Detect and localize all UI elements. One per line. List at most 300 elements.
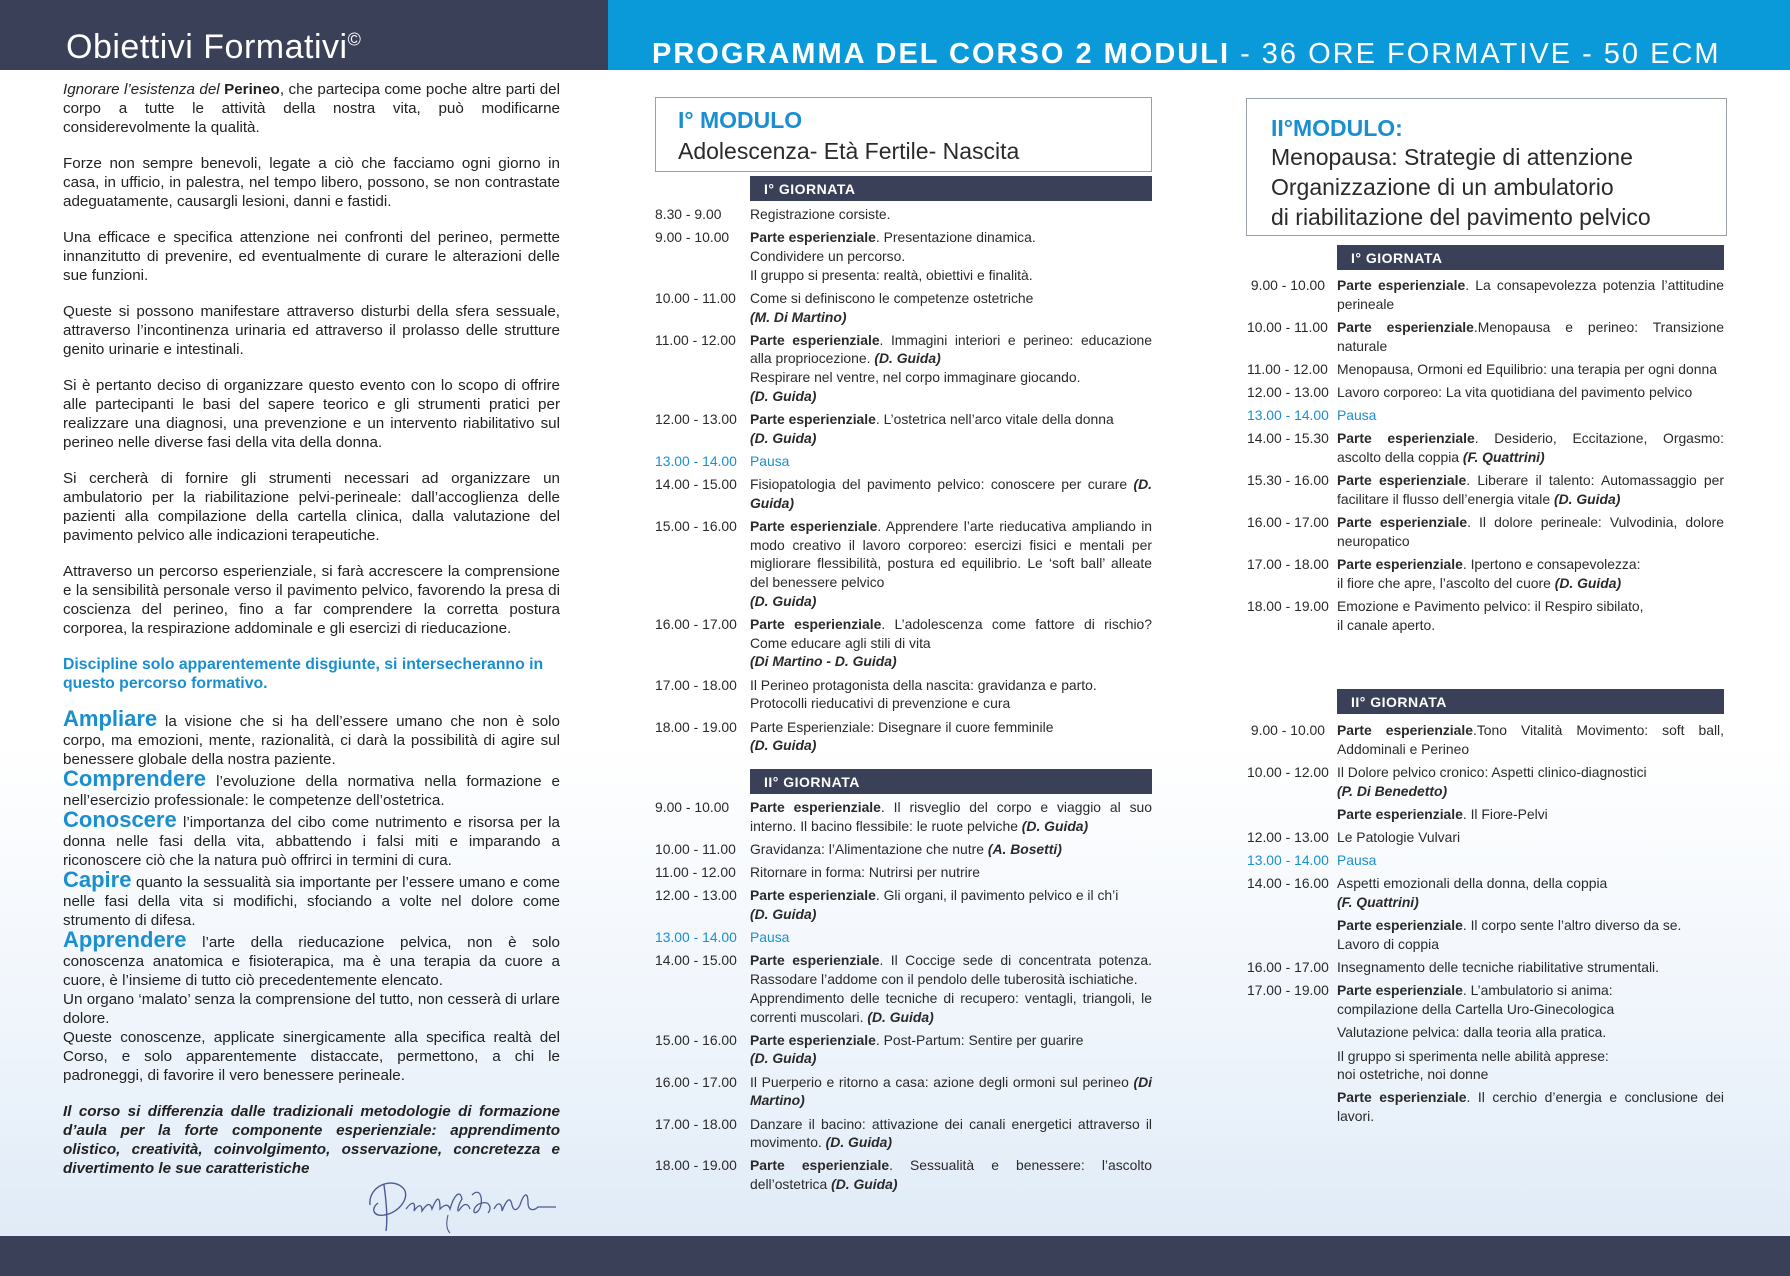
schedule-description [1337,1047,1724,1084]
intro-paragraph [63,80,560,137]
schedule-line [750,928,1152,947]
activity-text: Come si definiscono le competenze ostetriche [750,289,1034,306]
schedule-line [1337,513,1724,550]
schedule-line [1337,828,1724,847]
activity-text: Le Patologie Vulvari [1337,829,1461,846]
schedule-line [1337,616,1724,635]
activity-type: Parte esperienziale [750,518,878,535]
schedule-time: 11.00 - 12.00 [655,864,736,881]
objectives-text-column [63,80,560,1195]
schedule-line [1337,1023,1724,1042]
schedule-line [1337,1047,1724,1066]
activity-type: Parte esperienziale [1337,556,1463,573]
module2-subtitle-3: di riabilitazione del pavimento pelvico [1271,204,1651,230]
activity-type: Parte esperienziale [750,887,876,904]
speaker-name: (D. Guida) [750,476,1152,511]
schedule-line [750,1049,1152,1068]
speaker-name: (D. Guida) [750,429,817,446]
speaker-name: (Di Martino) [750,1073,1152,1109]
schedule-row [1247,1023,1724,1042]
schedule-time: 9.00 - 10.00 [655,799,730,815]
module1-day1-bar: I° GIORNATA [750,176,1152,201]
schedule-description [1337,471,1724,508]
schedule-row [655,475,1152,512]
schedule-description [750,205,1152,224]
schedule-row [1247,763,1724,800]
activity-text: Lavoro di coppia [1337,936,1439,953]
schedule-line [750,676,1152,695]
schedule-line [750,798,1152,835]
schedule-time: 17.00 - 19.00 [1247,982,1329,999]
schedule-row [655,951,1152,1026]
schedule-line [750,308,1152,327]
activity-text: Pausa [750,929,790,946]
module1-day2-schedule [655,798,1152,1198]
schedule-time [1247,1047,1337,1084]
schedule-description [1337,958,1724,977]
schedule-description [750,228,1152,284]
speaker-name: (D. Guida) [750,592,817,609]
verb-word: Conoscere [63,807,177,832]
schedule-description [1337,874,1724,911]
activity-text: Registrazione corsiste. [750,206,891,222]
schedule-row [1247,721,1724,758]
activity-type: Parte esperienziale [750,952,880,969]
paragraph-knowledge: Queste conoscenze, applicate sinergicamente alla specifica realtà del Corso, e solo apparentemente distaccate, permettono, a chi le padroneggi, di favorire il vero benessere perineale. [63,1029,560,1084]
program-title-main: PROGRAMMA DEL CORSO 2 MODULI [652,38,1231,70]
speaker-name: (M. Di Martino) [750,308,847,325]
schedule-line [750,736,1152,755]
schedule-row [1247,874,1724,911]
schedule-row [655,615,1152,671]
schedule-time: 14.00 - 16.00 [1247,875,1329,892]
activity-type: Parte esperienziale [1337,805,1463,822]
schedule-time: 17.00 - 18.00 [1247,556,1329,573]
signature-image [360,1165,565,1235]
schedule-time: 10.00 - 12.00 [1247,763,1329,780]
schedule-description [1337,429,1724,466]
schedule-row [1247,916,1724,953]
schedule-row [655,928,1152,947]
activity-type: Parte esperienziale [1337,917,1463,934]
schedule-line [750,266,1152,285]
speaker-name: (D. Guida) [750,906,817,923]
module1-heading: I° MODULO [678,107,803,133]
verb-paragraph [63,706,560,769]
schedule-line [1337,782,1724,801]
verb-word: Apprendere [63,927,187,952]
schedule-time: 11.00 - 12.00 [1247,360,1328,377]
activity-text: Pausa [1337,407,1377,424]
activity-text: . Il cerchio d’energia e conclusione dei lavori. [1337,1089,1725,1125]
schedule-row [1247,318,1724,355]
activity-type: Parte esperienziale [1337,722,1473,738]
schedule-row [655,452,1152,471]
schedule-line [1337,893,1724,912]
schedule-time: 10.00 - 11.00 [1247,318,1328,335]
module2-day2-schedule [1247,721,1724,1130]
schedule-description [750,1073,1152,1110]
schedule-row [1247,851,1724,870]
schedule-time: 13.00 - 14.00 [655,929,737,946]
schedule-line [750,205,1152,224]
schedule-row [655,228,1152,284]
schedule-description [1337,721,1724,758]
schedule-row [655,1073,1152,1110]
schedule-line [750,475,1152,512]
activity-text: Danzare il bacino: attivazione dei canali energetici attraverso il movimento. [750,1115,1152,1151]
schedule-description [750,410,1152,447]
activity-text: . L’ambulatorio si anima: [1462,982,1613,999]
activity-type: Parte esperienziale [1337,514,1468,531]
schedule-time: 13.00 - 14.00 [1247,852,1329,869]
module1-day1-schedule [655,205,1152,759]
schedule-line [1337,981,1724,1000]
schedule-description [750,475,1152,512]
schedule-time: 16.00 - 17.00 [655,616,737,633]
schedule-time: 18.00 - 19.00 [655,718,737,735]
activity-text: . La consapevolezza potenzia l’attitudine perineale [1337,277,1724,312]
schedule-row [655,1115,1152,1152]
activity-text: . Il dolore perineale: Vulvodinia, dolore neuropatico [1337,514,1725,549]
schedule-row [1247,383,1724,402]
module1-day2-bar: II° GIORNATA [750,769,1152,794]
schedule-line [1337,383,1724,402]
schedule-line [750,517,1152,592]
schedule-line [750,410,1152,429]
activity-text: Insegnamento delle tecniche riabilitative strumentali. [1337,959,1659,976]
verb-text: l’importanza del cibo come nutrimento e risorsa per la donna nelle fasi della vita, abbattendo i falsi miti e imparando a riconoscere ciò che la natura può offrirci in termini di cura. [63,814,560,869]
speaker-name: (F. Quattrini) [1337,894,1419,911]
schedule-line [750,331,1152,368]
activity-type: Parte esperienziale [750,229,876,246]
speaker-name: (D. Guida) [825,1134,893,1151]
module2-heading: II°MODULO: [1271,115,1403,141]
schedule-line [1337,1088,1724,1125]
schedule-time [1247,916,1337,953]
module2-day1-bar: I° GIORNATA [1337,245,1724,270]
schedule-line [750,652,1152,671]
schedule-row [1247,597,1724,634]
activity-text: Pausa [750,452,790,469]
schedule-time: 13.00 - 14.00 [1247,407,1329,424]
disciplines-heading: Discipline solo apparentemente disgiunte, si intersecheranno in questo percorso formativo. [63,656,544,692]
activity-type: Parte esperienziale [750,1157,890,1174]
schedule-line [1337,360,1724,379]
schedule-row [1247,958,1724,977]
activity-text: Parte Esperienziale: Disegnare il cuore femminile [750,718,1054,735]
schedule-row [655,718,1152,755]
schedule-line [750,1156,1152,1193]
footer-bar [0,1236,1790,1276]
activity-type: Parte esperienziale [1337,318,1474,335]
schedule-time: 16.00 - 17.00 [1247,959,1329,976]
module2-subtitle-1: Menopausa: Strategie di attenzione [1271,144,1633,170]
activity-text: .Menopausa e perineo: Transizione naturale [1337,318,1724,354]
schedule-description [1337,597,1724,634]
schedule-row [655,863,1152,882]
intro-bold-perineo: Perineo [224,81,280,98]
schedule-line [1337,874,1724,893]
schedule-description [750,951,1152,1026]
program-title [652,38,1721,71]
schedule-description [750,840,1152,859]
speaker-name: (D. Guida) [1554,574,1622,591]
schedule-time: 9.00 - 10.00 [1250,722,1325,738]
schedule-line [750,429,1152,448]
schedule-time: 9.00 - 10.00 [655,229,730,246]
schedule-time: 14.00 - 15.30 [1247,430,1329,447]
activity-text: Lavoro corporeo: La vita quotidiana del pavimento pelvico [1337,384,1693,401]
activity-text: Condividere un percorso. [750,247,906,264]
activity-text: . Ipertono e consapevolezza: [1462,556,1641,573]
activity-text: il fiore che apre, l’ascolto del cuore [1337,574,1555,591]
schedule-line [750,905,1152,924]
activity-text: Valutazione pelvica: dalla teoria alla pratica. [1337,1024,1607,1041]
copyright-mark: © [347,29,362,50]
module1-title-box [655,97,1152,172]
schedule-description [1337,555,1724,592]
speaker-name: (D. Guida) [874,350,941,367]
activity-type: Parte esperienziale [1337,472,1467,489]
activity-text: . Sessualità e benessere: l’ascolto dell’ostetrica [750,1157,1153,1193]
activity-type: Parte esperienziale [1337,430,1475,447]
schedule-row [655,676,1152,713]
schedule-time: 16.00 - 17.00 [655,1073,737,1090]
activity-text: Il Dolore pelvico cronico: Aspetti clinico-diagnostici [1337,763,1647,780]
schedule-time: 15.30 - 16.00 [1247,472,1329,489]
schedule-description [750,798,1152,835]
verb-paragraph [63,867,560,930]
schedule-time: 17.00 - 18.00 [655,676,737,693]
schedule-row [1247,981,1724,1018]
schedule-time: 9.00 - 10.00 [1250,277,1325,293]
schedule-row [655,205,1152,224]
schedule-row [1247,429,1724,466]
activity-type: Parte esperienziale [1337,1089,1467,1106]
schedule-row [655,1031,1152,1068]
activity-type: Parte esperienziale [1337,277,1466,293]
schedule-line [1337,851,1724,870]
module1-subtitle: Adolescenza- Età Fertile- Nascita [678,138,1020,164]
schedule-row [655,289,1152,326]
activity-text: Respirare nel ventre, nel corpo immaginare giocando. [750,369,1081,386]
verb-text: l’arte della rieducazione pelvica, non è solo conoscenza anatomica e fisioterapica, ma è una terapia da cuore a cuore, è l’insieme di tutto ciò precedentemente elencato. [63,934,560,989]
objectives-title-text: Obiettivi Formativi [66,28,348,66]
schedule-time: 14.00 - 15.00 [655,476,737,493]
schedule-line [1337,555,1724,574]
activity-text: Menopausa, Ormoni ed Equilibrio: una terapia per ogni donna [1337,360,1717,377]
schedule-row [1247,360,1724,379]
schedule-line [750,387,1152,406]
schedule-line [750,289,1152,308]
schedule-line [750,1073,1152,1110]
activity-text: Pausa [1337,852,1377,869]
schedule-description [1337,360,1724,379]
schedule-line [750,228,1152,247]
schedule-description [1337,406,1724,425]
verb-word: Capire [63,867,132,892]
speaker-name: (F. Quattrini) [1462,449,1545,466]
verbs-list [63,706,560,990]
activity-type: Parte esperienziale [1337,982,1463,999]
schedule-row [1247,276,1724,313]
schedule-description [750,517,1152,611]
schedule-description [1337,383,1724,402]
schedule-line [750,863,1152,882]
module2-subtitle-2: Organizzazione di un ambulatorio [1271,174,1614,200]
schedule-row [1247,828,1724,847]
paragraph-forces: Forze non sempre benevoli, legate a ciò che facciamo ogni giorno in casa, in ufficio, in palestra, nel tempo libero, possono, se non contrastate adeguatamente, causargli lesioni, danni e fastidi. [63,155,560,210]
schedule-time: 11.00 - 12.00 [655,331,736,348]
activity-text: Il Perineo protagonista della nascita: gravidanza e parto. [750,676,1097,693]
activity-text: . Immagini interiori e perineo: educazione alla propriocezione. [750,331,1152,367]
schedule-line [750,886,1152,905]
speaker-name: (D. Guida) [1553,491,1621,508]
schedule-description [750,676,1152,713]
paragraph-organ: Un organo ‘malato’ senza la comprensione del tutto, non cesserà di urlare dolore. [63,991,560,1027]
schedule-time: 12.00 - 13.00 [1247,829,1329,846]
schedule-row [655,798,1152,835]
schedule-description [750,886,1152,923]
objectives-title [66,28,361,67]
module2-day1-schedule [1247,276,1724,639]
schedule-row [655,1156,1152,1193]
schedule-line [1337,471,1724,508]
schedule-row [1247,1088,1724,1125]
activity-text: . Apprendere l’arte rieducativa ampliando in modo creativo il lavoro corporeo: esercizi fisici e mentali per migliorare flessibilità, postura ed equilibrio. Le ‘soft ball’ alleate del benessere pelvico [750,518,1153,591]
schedule-line [750,1031,1152,1050]
schedule-line [1337,958,1724,977]
schedule-description [1337,851,1724,870]
schedule-description [750,863,1152,882]
schedule-line [750,247,1152,266]
schedule-line [1337,406,1724,425]
speaker-name: (D. Guida) [831,1176,898,1193]
schedule-line [1337,276,1724,313]
activity-text: Gravidanza: l’Alimentazione che nutre [750,840,988,857]
schedule-time: 12.00 - 13.00 [655,887,737,904]
activity-type: Parte esperienziale [750,331,880,348]
activity-text: noi ostetriche, noi donne [1337,1066,1489,1083]
closing-statement: Il corso si differenzia dalle tradizionali metodologie di formazione d’aula per la forte componente esperienziale: apprendimento olistico, creatività, coinvolgimento, osservazione, concretezza e divertimento le sue caratteristiche [63,1103,560,1177]
verb-word: Ampliare [63,706,158,731]
schedule-line [1337,429,1724,466]
activity-text: . Gli organi, il pavimento pelvico e il ch’i [875,887,1119,904]
activity-text: Il Puerperio e ritorno a casa: azione degli ormoni sul perineo [750,1073,1134,1090]
schedule-line [750,592,1152,611]
schedule-time: 17.00 - 18.00 [655,1115,737,1132]
schedule-line [750,452,1152,471]
verb-word: Comprendere [63,766,207,791]
speaker-name: (D. Guida) [750,737,817,754]
activity-text: . Liberare il talento: Automassaggio per facilitare il flusso dell’energia vitale [1337,472,1724,508]
activity-type: Parte esperienziale [750,616,882,633]
activity-type: Parte esperienziale [750,799,881,815]
schedule-line [1337,1065,1724,1084]
schedule-time: 15.00 - 16.00 [655,518,737,535]
verb-paragraph [63,927,560,990]
intro-italic: Ignorare l’esistenza del [63,81,225,98]
schedule-description [750,289,1152,326]
schedule-description [750,1031,1152,1068]
activity-text: . Il corpo sente l’altro diverso da se. [1462,917,1682,934]
schedule-description [750,928,1152,947]
schedule-row [1247,805,1724,824]
schedule-line [1337,935,1724,954]
schedule-line [750,951,1152,988]
schedule-description [1337,763,1724,800]
activity-text: . Il risveglio del corpo e viaggio al suo interno. Il bacino flessibile: le ruote pelviche [750,799,1152,834]
schedule-line [1337,805,1724,824]
schedule-description [750,615,1152,671]
schedule-time: 13.00 - 14.00 [655,452,737,469]
schedule-line [750,615,1152,652]
speaker-name: (Di Martino - D. Guida) [750,653,897,670]
schedule-line [1337,721,1724,758]
paragraph-experiential: Attraverso un percorso esperienziale, si farà accrescere la comprensione e la sensibilità personale verso il pavimento pelvico, favorendo la presa di coscienza del perineo, fino a far comprendere la corretta postura corporea, la respirazione addominale e gli esercizi di rieducazione. [63,563,560,637]
schedule-description [750,1115,1152,1152]
verb-text: quanto la sessualità sia importante per l’essere umano e come nelle fasi della vita si modifichi, sfociando a volte nel dolore come strumento di difesa. [63,874,560,929]
schedule-line [1337,318,1724,355]
schedule-description [1337,805,1724,824]
schedule-description [1337,318,1724,355]
schedule-description [1337,828,1724,847]
schedule-line [1337,763,1724,782]
speaker-name: (D. Guida) [867,1008,934,1025]
schedule-time: 12.00 - 13.00 [1247,384,1329,401]
activity-text: Il gruppo si presenta: realtà, obiettivi e finalità. [750,266,1033,283]
schedule-row [1247,1047,1724,1084]
activity-text: Emozione e Pavimento pelvico: il Respiro sibilato, [1337,598,1644,615]
activity-text: .Tono Vitalità Movimento: soft ball, Addominali e Perineo [1337,722,1724,757]
schedule-row [1247,406,1724,425]
schedule-line [1337,916,1724,935]
schedule-time: 10.00 - 11.00 [655,289,736,306]
schedule-time: 18.00 - 19.00 [655,1157,737,1174]
schedule-row [1247,555,1724,592]
speaker-name: (D. Guida) [750,387,817,404]
module2-day2-bar: II° GIORNATA [1337,689,1724,714]
paragraph-clinic: Si cercherà di fornire gli strumenti necessari ad organizzare un ambulatorio per la riabilitazione pelvi-perineale: dall’accoglienza delle pazienti alla compilazione della cartella clinica, dalla valutazione del pavimento pelvico alle indicazioni terapeutiche. [63,470,560,544]
schedule-line [750,989,1152,1026]
schedule-time: 18.00 - 19.00 [1247,598,1329,615]
schedule-line [1337,574,1724,593]
activity-text: . L’adolescenza come fattore di rischio? Come educare agli stili di vita [750,616,1152,651]
paragraph-disorders: Queste si possono manifestare attraverso disturbi della sfera sessuale, attraverso l’incontinenza urinaria ed attraverso il prolasso delle strutture genito urinarie e intestinali. [63,303,560,358]
schedule-time [1247,805,1337,824]
activity-type: Parte esperienziale [750,411,876,428]
module2-title-box [1246,98,1727,236]
verb-paragraph [63,766,560,810]
schedule-row [1247,471,1724,508]
speaker-name: (D. Guida) [1021,817,1089,834]
schedule-line [750,368,1152,387]
schedule-line [750,718,1152,737]
schedule-line [750,694,1152,713]
activity-text: compilazione della Cartella Uro-Ginecologica [1337,1001,1615,1018]
schedule-time: 16.00 - 17.00 [1247,514,1329,531]
schedule-description [750,718,1152,755]
schedule-description [750,1156,1152,1193]
speaker-name: (A. Bosetti) [987,840,1062,857]
schedule-description [1337,1023,1724,1042]
schedule-description [1337,513,1724,550]
schedule-description [750,331,1152,406]
paragraph-attention: Una efficace e specifica attenzione nei confronti del perineo, permette innanzitutto di prevenire, ed eventualmente di curare le alterazioni delle sue funzioni. [63,229,560,284]
verb-paragraph [63,807,560,870]
activity-text: Ritornare in forma: Nutrirsi per nutrire [750,864,981,881]
